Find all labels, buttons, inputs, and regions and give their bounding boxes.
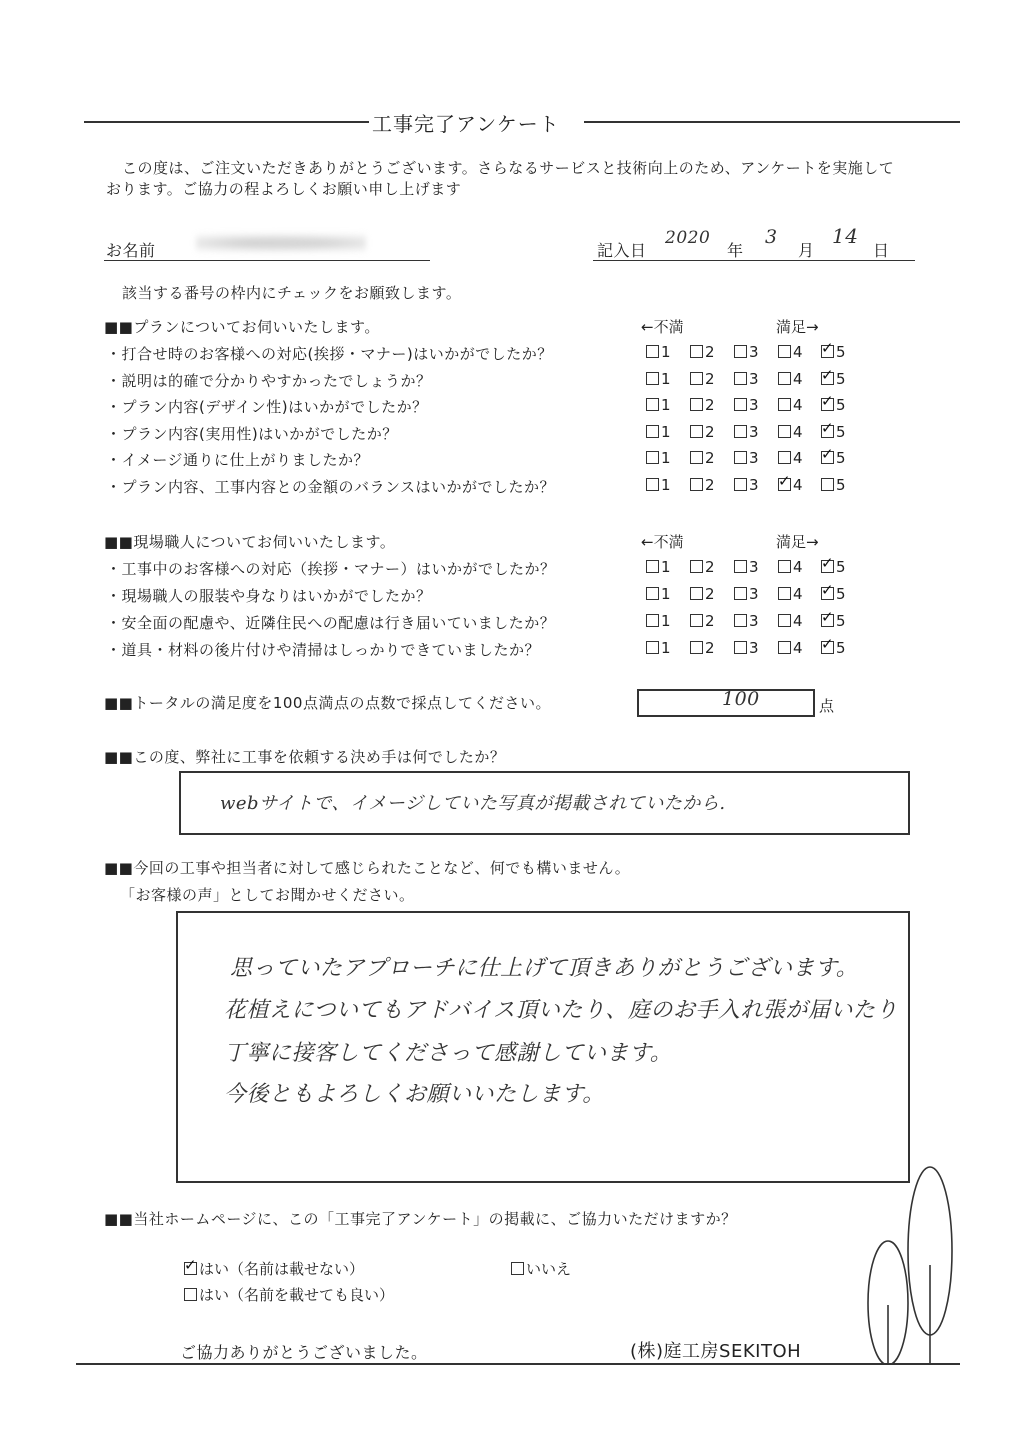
rating-number: 5 xyxy=(836,612,846,630)
rating-number: 1 xyxy=(661,476,671,494)
rating-option-5[interactable] xyxy=(821,423,846,441)
checkbox-icon[interactable] xyxy=(690,478,703,491)
rating-number: 5 xyxy=(836,343,846,361)
rating-number: 4 xyxy=(793,558,803,576)
rating-option-3[interactable] xyxy=(734,558,759,576)
checkbox-checked-icon[interactable] xyxy=(821,345,834,358)
name-underline xyxy=(104,260,430,261)
rating-number: 4 xyxy=(793,370,803,388)
date-underline xyxy=(593,260,915,261)
voice-question-line-2: 「お客様の声」としてお聞かせください。 xyxy=(120,886,415,904)
rating-number: 3 xyxy=(749,343,759,361)
name-label: お名前 xyxy=(106,241,156,260)
rating-option-4[interactable] xyxy=(778,639,803,657)
publish-question: ■■当社ホームページに、この「工事完了アンケート」の掲載に、ご協力いただけますか？ xyxy=(104,1210,737,1228)
rating-option-3[interactable] xyxy=(734,449,759,467)
rating-number: 5 xyxy=(836,476,846,494)
name-blurred-value xyxy=(196,232,366,254)
checkbox-icon[interactable] xyxy=(646,345,659,358)
scale-low-label: ←不満 xyxy=(641,318,684,336)
deciding-factor-question: ■■この度、弊社に工事を依頼する決め手は何でしたか？ xyxy=(104,748,506,766)
publish-option-yes-with-name[interactable] xyxy=(184,1284,394,1305)
rating-number: 3 xyxy=(749,396,759,414)
rating-number: 1 xyxy=(661,612,671,630)
checkbox-icon[interactable] xyxy=(778,345,791,358)
rating-option-5[interactable] xyxy=(821,449,846,467)
rating-number: 4 xyxy=(793,612,803,630)
rating-number: 4 xyxy=(793,476,803,494)
checkbox-icon[interactable] xyxy=(646,425,659,438)
rating-option-3[interactable] xyxy=(734,476,759,494)
rating-number: 5 xyxy=(836,558,846,576)
rating-option-3[interactable] xyxy=(734,423,759,441)
checkbox-icon[interactable] xyxy=(734,587,747,600)
rating-number: 2 xyxy=(705,370,715,388)
rating-number: 1 xyxy=(661,558,671,576)
voice-answer-line-1: 思っていたアプローチに仕上げて頂きありがとうございます。 xyxy=(230,956,859,981)
rating-number: 1 xyxy=(661,370,671,388)
checkbox-icon[interactable] xyxy=(734,425,747,438)
rating-number: 1 xyxy=(661,396,671,414)
checkbox-icon[interactable] xyxy=(690,560,703,573)
rating-number: 4 xyxy=(793,449,803,467)
publish-option-label: はい（名前は載せない） xyxy=(199,1260,365,1278)
rating-option-4[interactable] xyxy=(778,558,803,576)
rating-option-2[interactable] xyxy=(690,639,715,657)
checkbox-icon[interactable] xyxy=(690,345,703,358)
question-text: ・説明は的確で分かりやすかったでしょうか？ xyxy=(106,372,432,390)
rating-number: 5 xyxy=(836,585,846,603)
rating-number: 2 xyxy=(705,396,715,414)
checkbox-icon[interactable] xyxy=(646,451,659,464)
checkbox-icon[interactable] xyxy=(646,587,659,600)
question-text: ・安全面の配慮や、近隣住民への配慮は行き届いていましたか？ xyxy=(106,614,556,632)
checkbox-icon[interactable] xyxy=(734,478,747,491)
rating-option-4[interactable] xyxy=(778,423,803,441)
rating-option-5[interactable] xyxy=(821,585,846,603)
publish-option-yes-anonymous[interactable] xyxy=(184,1258,364,1279)
rating-option-1[interactable] xyxy=(646,423,671,441)
checkbox-icon[interactable] xyxy=(690,587,703,600)
question-text: ・プラン内容、工事内容との金額のバランスはいかがでしたか？ xyxy=(106,478,556,496)
date-month-value: 3 xyxy=(765,226,778,248)
rating-number: 5 xyxy=(836,396,846,414)
question-text: ・打合せ時のお客様への対応(挨拶・マナー)はいかがでしたか？ xyxy=(106,345,553,363)
rating-number: 2 xyxy=(705,558,715,576)
checkbox-icon[interactable] xyxy=(778,560,791,573)
checkbox-icon[interactable] xyxy=(646,614,659,627)
rating-number: 4 xyxy=(793,423,803,441)
date-year-value: 2020 xyxy=(665,228,711,248)
rating-number: 1 xyxy=(661,585,671,603)
rating-number: 3 xyxy=(749,449,759,467)
question-text: ・プラン内容(デザイン性)はいかがでしたか？ xyxy=(106,398,428,416)
rating-option-4[interactable] xyxy=(778,396,803,414)
rating-number: 5 xyxy=(836,639,846,657)
rating-option-1[interactable] xyxy=(646,449,671,467)
rating-number: 5 xyxy=(836,423,846,441)
date-day-value: 14 xyxy=(832,224,859,248)
rating-option-1[interactable] xyxy=(646,585,671,603)
question-text: ・工事中のお客様への対応（挨拶・マナー）はいかがでしたか？ xyxy=(106,560,556,578)
scale-low-label-2: ←不満 xyxy=(641,533,684,551)
publish-option-label: いいえ xyxy=(526,1260,572,1278)
rating-number: 3 xyxy=(749,370,759,388)
rating-option-5[interactable] xyxy=(821,476,846,494)
rating-number: 4 xyxy=(793,585,803,603)
section-plan-heading: ■■プランについてお伺いいたします。 xyxy=(104,318,380,336)
question-text: ・道具・材料の後片付けや清掃はしっかりできていましたか？ xyxy=(106,641,541,659)
question-text: ・プラン内容(実用性)はいかがでしたか？ xyxy=(106,425,398,443)
rating-option-5[interactable] xyxy=(821,370,846,388)
rating-option-1[interactable] xyxy=(646,370,671,388)
rating-number: 2 xyxy=(705,612,715,630)
checkbox-checked-icon[interactable] xyxy=(821,560,834,573)
total-score-value: 100 xyxy=(722,688,760,710)
page-title: 工事完了アンケート xyxy=(372,112,560,136)
question-text: ・現場職人の服装や身なりはいかがでしたか？ xyxy=(106,587,432,605)
rating-number: 2 xyxy=(705,449,715,467)
rating-option-4[interactable] xyxy=(778,585,803,603)
checkbox-icon[interactable] xyxy=(184,1288,197,1301)
rating-option-5[interactable] xyxy=(821,558,846,576)
rating-number: 3 xyxy=(749,476,759,494)
rating-option-5[interactable] xyxy=(821,612,846,630)
rating-option-4[interactable] xyxy=(778,449,803,467)
checkbox-checked-icon[interactable] xyxy=(821,425,834,438)
rating-option-2[interactable] xyxy=(690,585,715,603)
rating-number: 1 xyxy=(661,423,671,441)
publish-option-no[interactable] xyxy=(511,1258,571,1279)
rating-option-5[interactable] xyxy=(821,343,846,361)
checkbox-icon[interactable] xyxy=(646,560,659,573)
rating-number: 2 xyxy=(705,585,715,603)
rating-option-4[interactable] xyxy=(778,370,803,388)
checkbox-icon[interactable] xyxy=(690,451,703,464)
voice-question-line-1: ■■今回の工事や担当者に対して感じられたことなど、何でも構いません。 xyxy=(104,859,631,877)
checkbox-icon[interactable] xyxy=(690,372,703,385)
rating-option-1[interactable] xyxy=(646,343,671,361)
rating-option-2[interactable] xyxy=(690,558,715,576)
rating-number: 5 xyxy=(836,370,846,388)
rating-option-4[interactable] xyxy=(778,343,803,361)
rating-number: 5 xyxy=(836,449,846,467)
checkbox-icon[interactable] xyxy=(690,614,703,627)
voice-answer-line-2: 花植えについてもアドバイス頂いたり、庭のお手入れ張が届いたり xyxy=(224,998,898,1023)
voice-answer-line-4: 今後ともよろしくお願いいたします。 xyxy=(224,1082,605,1107)
checkbox-icon[interactable] xyxy=(734,345,747,358)
checkbox-icon[interactable] xyxy=(646,478,659,491)
checkbox-icon[interactable] xyxy=(690,425,703,438)
rating-number: 2 xyxy=(705,423,715,441)
checkbox-icon[interactable] xyxy=(690,641,703,654)
rating-option-5[interactable] xyxy=(821,396,846,414)
checkbox-icon[interactable] xyxy=(734,372,747,385)
thanks-text: ご協力ありがとうございました。 xyxy=(180,1343,428,1362)
rating-option-3[interactable] xyxy=(734,639,759,657)
question-text: ・イメージ通りに仕上がりましたか？ xyxy=(106,451,370,469)
date-month-unit: 月 xyxy=(798,241,815,260)
rating-option-3[interactable] xyxy=(734,612,759,630)
rating-option-1[interactable] xyxy=(646,639,671,657)
checkbox-icon[interactable] xyxy=(511,1262,524,1275)
rating-number: 2 xyxy=(705,343,715,361)
rating-option-1[interactable] xyxy=(646,612,671,630)
rating-number: 2 xyxy=(705,476,715,494)
rating-number: 3 xyxy=(749,612,759,630)
checkbox-icon[interactable] xyxy=(734,398,747,411)
rating-option-1[interactable] xyxy=(646,476,671,494)
checkbox-icon[interactable] xyxy=(778,451,791,464)
rating-option-2[interactable] xyxy=(690,476,715,494)
checkbox-checked-icon[interactable] xyxy=(778,478,791,491)
voice-answer-line-3: 丁寧に接客してくださって感謝しています。 xyxy=(224,1041,673,1066)
checkbox-icon[interactable] xyxy=(734,560,747,573)
checkbox-icon[interactable] xyxy=(690,398,703,411)
rating-number: 3 xyxy=(749,423,759,441)
rating-option-4[interactable] xyxy=(778,612,803,630)
checkbox-checked-icon[interactable] xyxy=(821,398,834,411)
rating-option-4[interactable] xyxy=(778,476,803,494)
checkbox-icon[interactable] xyxy=(734,641,747,654)
section-craftsman-heading: ■■現場職人についてお伺いいたします。 xyxy=(104,533,396,551)
checkbox-icon[interactable] xyxy=(646,641,659,654)
rating-option-3[interactable] xyxy=(734,370,759,388)
rating-number: 3 xyxy=(749,639,759,657)
rating-option-3[interactable] xyxy=(734,343,759,361)
rating-number: 4 xyxy=(793,396,803,414)
rating-option-2[interactable] xyxy=(690,396,715,414)
checkbox-icon[interactable] xyxy=(734,614,747,627)
date-label: 記入日 xyxy=(597,241,647,260)
rating-option-2[interactable] xyxy=(690,370,715,388)
title-rule-left xyxy=(84,121,369,123)
company-name: (株)庭工房SEKITOH xyxy=(630,1341,802,1362)
checkbox-icon[interactable] xyxy=(646,398,659,411)
rating-number: 4 xyxy=(793,639,803,657)
checkbox-icon[interactable] xyxy=(778,425,791,438)
scale-high-label: 満足→ xyxy=(776,318,819,336)
checkbox-icon[interactable] xyxy=(778,641,791,654)
rating-option-5[interactable] xyxy=(821,639,846,657)
rating-option-3[interactable] xyxy=(734,396,759,414)
checkbox-icon[interactable] xyxy=(778,614,791,627)
date-day-unit: 日 xyxy=(873,241,890,260)
intro-line-1: この度は、ご注文いただきありがとうございます。さらなるサービスと技術向上のため、アンケートを実施して xyxy=(122,159,895,177)
checkbox-icon[interactable] xyxy=(778,398,791,411)
rating-option-1[interactable] xyxy=(646,558,671,576)
total-score-unit: 点 xyxy=(819,697,835,715)
intro-line-2: おります。ご協力の程よろしくお願い申し上げます xyxy=(106,180,462,198)
total-score-question: ■■トータルの満足度を100点満点の点数で採点してください。 xyxy=(104,694,551,712)
rating-option-2[interactable] xyxy=(690,343,715,361)
checkbox-icon[interactable] xyxy=(778,372,791,385)
checkbox-checked-icon[interactable] xyxy=(821,451,834,464)
tree-illustration-icon xyxy=(860,1165,960,1365)
rating-number: 1 xyxy=(661,343,671,361)
checkbox-checked-icon[interactable] xyxy=(821,587,834,600)
publish-option-label: はい（名前を載せても良い） xyxy=(199,1286,395,1304)
checkbox-checked-icon[interactable] xyxy=(821,641,834,654)
checkbox-icon[interactable] xyxy=(778,587,791,600)
rating-number: 3 xyxy=(749,585,759,603)
rating-option-2[interactable] xyxy=(690,612,715,630)
rating-number: 1 xyxy=(661,449,671,467)
rating-option-2[interactable] xyxy=(690,423,715,441)
checkbox-icon[interactable] xyxy=(646,372,659,385)
scale-high-label-2: 満足→ xyxy=(776,533,819,551)
rating-option-2[interactable] xyxy=(690,449,715,467)
checkbox-checked-icon[interactable] xyxy=(184,1262,197,1275)
date-year-unit: 年 xyxy=(727,241,744,260)
rating-number: 4 xyxy=(793,343,803,361)
rating-number: 1 xyxy=(661,639,671,657)
checkbox-checked-icon[interactable] xyxy=(821,614,834,627)
footer-rule xyxy=(76,1363,960,1365)
deciding-factor-answer: webサイトで、イメージしていた写真が掲載されていたから. xyxy=(220,793,726,814)
rating-option-3[interactable] xyxy=(734,585,759,603)
rating-number: 3 xyxy=(749,558,759,576)
title-rule-right xyxy=(584,121,960,123)
checkbox-checked-icon[interactable] xyxy=(821,372,834,385)
instruction-text: 該当する番号の枠内にチェックをお願致します。 xyxy=(122,284,462,302)
rating-option-1[interactable] xyxy=(646,396,671,414)
checkbox-icon[interactable] xyxy=(734,451,747,464)
checkbox-icon[interactable] xyxy=(821,478,834,491)
rating-number: 2 xyxy=(705,639,715,657)
